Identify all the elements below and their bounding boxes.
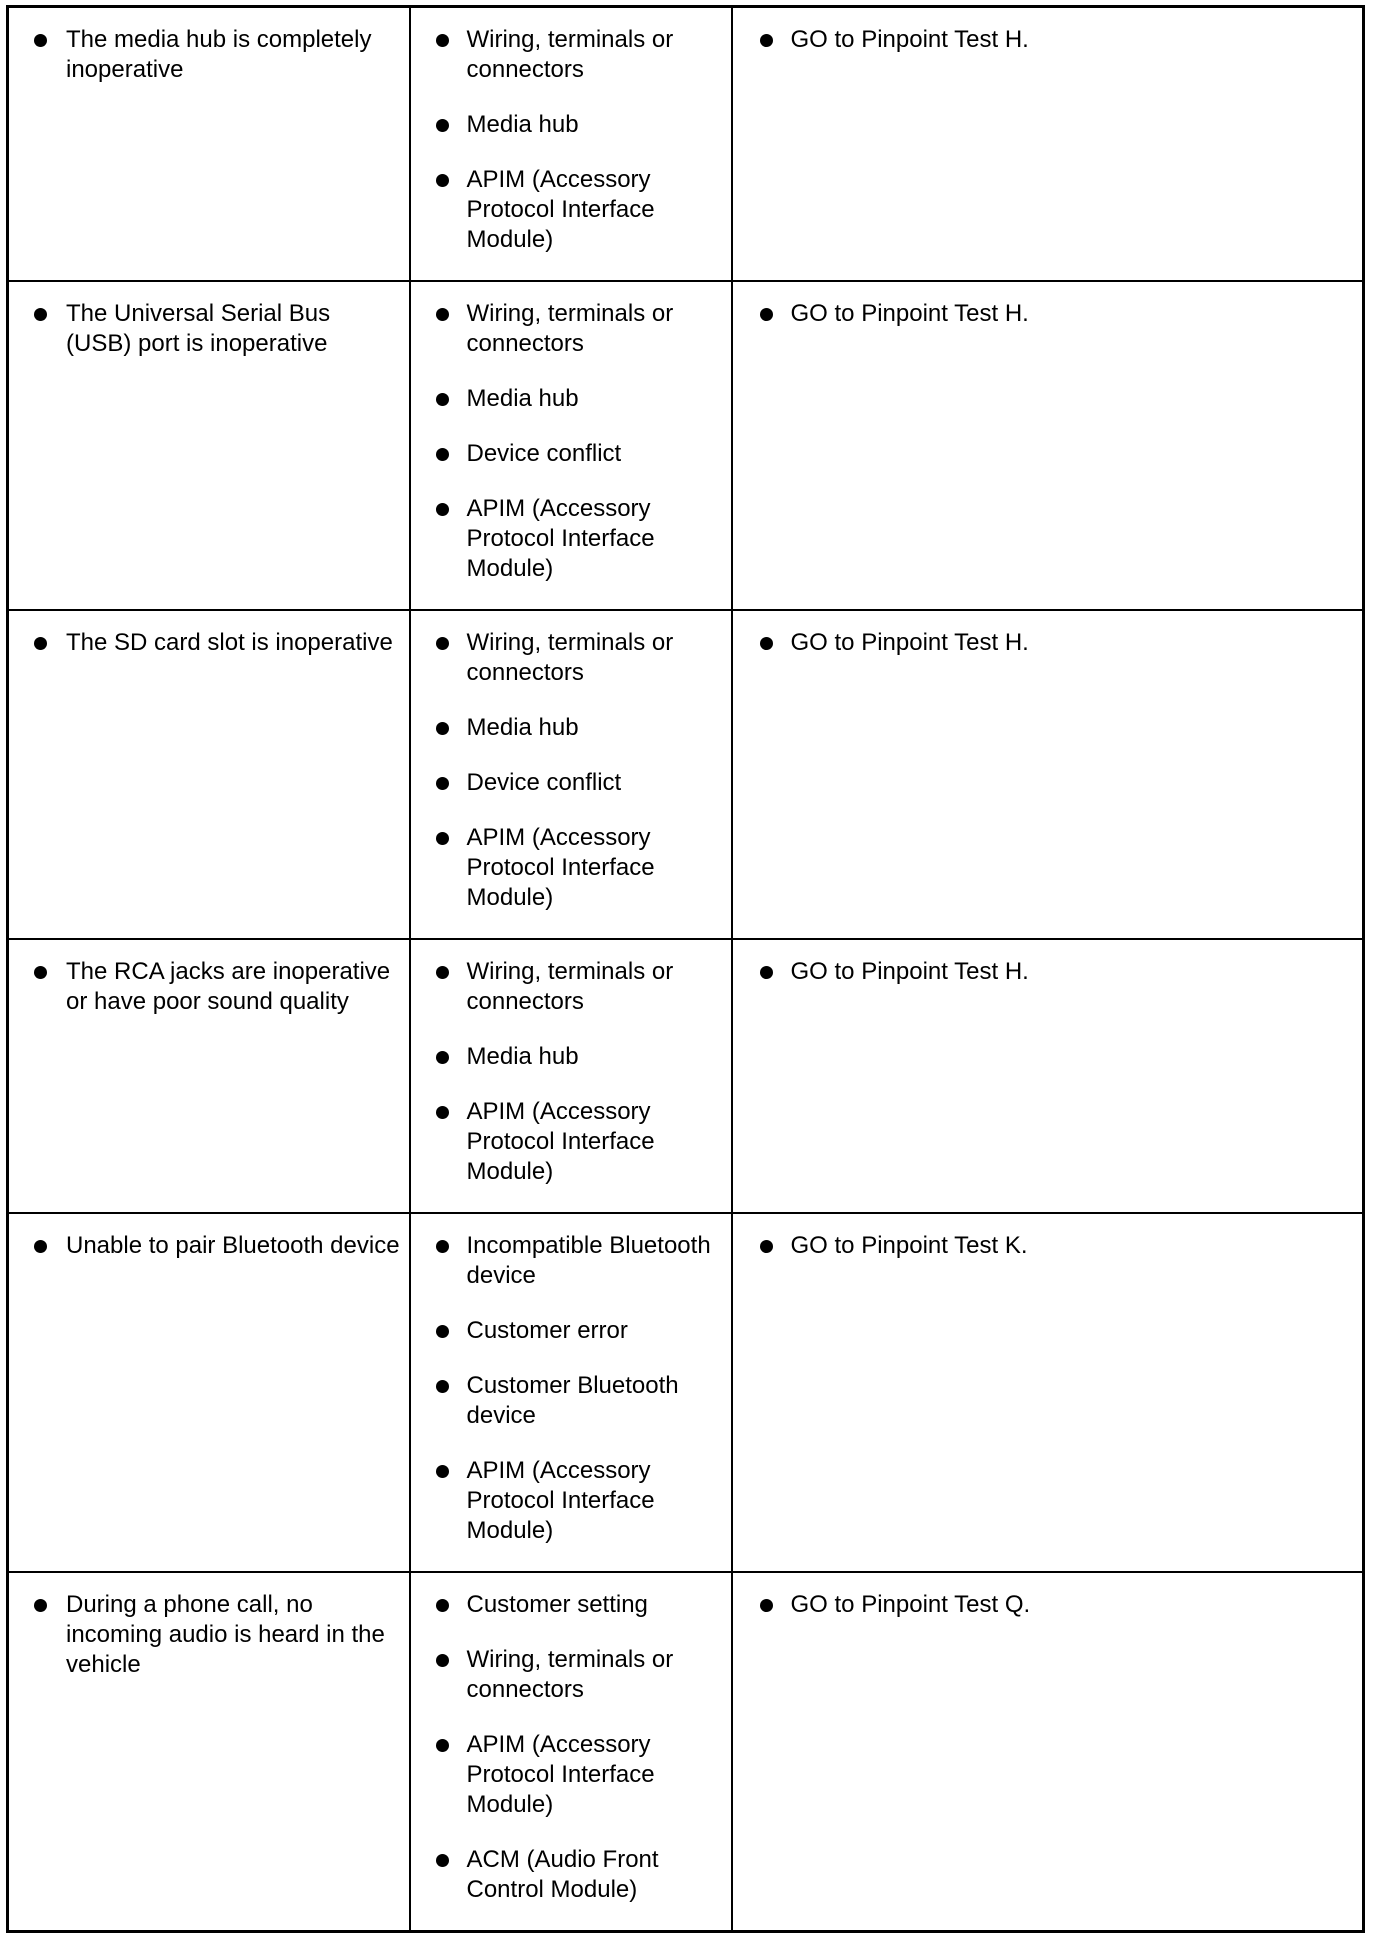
list-item xyxy=(733,25,1363,55)
symptom-cell xyxy=(8,610,410,939)
list-item xyxy=(411,1590,731,1620)
bullet-icon xyxy=(34,1240,47,1253)
possible-source-cell xyxy=(410,1213,732,1572)
list-item-text: Customer Bluetooth device xyxy=(466,1372,679,1429)
possible-source-cell xyxy=(410,281,732,610)
symptom-chart-table xyxy=(6,5,1365,1933)
list-item xyxy=(411,957,731,1017)
list-item-text: Wiring, terminals or connectors xyxy=(466,629,674,686)
bullet-icon xyxy=(436,637,449,650)
list-item-text: GO to Pinpoint Test H. xyxy=(790,629,1029,656)
list-item xyxy=(411,110,731,140)
action-cell-list xyxy=(733,8,1363,55)
table-row xyxy=(8,281,1364,610)
table-row xyxy=(8,939,1364,1213)
symptom-cell xyxy=(8,281,410,610)
bullet-icon xyxy=(436,1325,449,1338)
bullet-icon xyxy=(34,34,47,47)
table-row xyxy=(8,1213,1364,1572)
action-cell xyxy=(732,1572,1364,1932)
list-item-text: Media hub xyxy=(466,714,579,741)
list-item xyxy=(9,628,409,658)
possible-source-cell-list xyxy=(411,611,731,913)
bullet-icon xyxy=(436,966,449,979)
action-cell xyxy=(732,939,1364,1213)
list-item-text: The media hub is completely inoperative xyxy=(66,26,372,83)
bullet-icon xyxy=(436,832,449,845)
list-item xyxy=(411,384,731,414)
list-item xyxy=(411,1371,731,1431)
action-cell xyxy=(732,1213,1364,1572)
bullet-icon xyxy=(436,308,449,321)
list-item xyxy=(411,628,731,688)
list-item-text: The SD card slot is inoperative xyxy=(66,629,393,656)
list-item-text: APIM (Accessory Protocol Interface Module) xyxy=(466,495,655,582)
bullet-icon xyxy=(436,174,449,187)
list-item xyxy=(733,628,1363,658)
possible-source-cell-list xyxy=(411,1214,731,1546)
bullet-icon xyxy=(760,308,773,321)
list-item-text: APIM (Accessory Protocol Interface Module) xyxy=(466,1731,655,1818)
list-item-text: Media hub xyxy=(466,385,579,412)
possible-source-cell-list xyxy=(411,282,731,584)
action-cell xyxy=(732,610,1364,939)
list-item xyxy=(411,823,731,913)
table-row xyxy=(8,1572,1364,1932)
list-item-text: During a phone call, no incoming audio is heard in the vehicle xyxy=(66,1591,385,1678)
list-item-text: Media hub xyxy=(466,111,579,138)
bullet-icon xyxy=(436,448,449,461)
bullet-icon xyxy=(436,1465,449,1478)
list-item-text: Device conflict xyxy=(466,440,622,467)
list-item xyxy=(411,439,731,469)
bullet-icon xyxy=(436,722,449,735)
list-item-text: ACM (Audio Front Control Module) xyxy=(466,1846,659,1903)
bullet-icon xyxy=(436,34,449,47)
action-cell xyxy=(732,7,1364,282)
list-item xyxy=(411,1097,731,1187)
list-item xyxy=(733,299,1363,329)
list-item-text: The Universal Serial Bus (USB) port is inoperative xyxy=(66,300,331,357)
bullet-icon xyxy=(760,1599,773,1612)
symptom-cell xyxy=(8,7,410,282)
list-item-text: APIM (Accessory Protocol Interface Module) xyxy=(466,1098,655,1185)
bullet-icon xyxy=(760,34,773,47)
list-item xyxy=(411,1042,731,1072)
list-item xyxy=(9,1231,409,1261)
list-item-text: GO to Pinpoint Test Q. xyxy=(790,1591,1031,1618)
list-item-text: APIM (Accessory Protocol Interface Module) xyxy=(466,1457,655,1544)
symptom-cell xyxy=(8,939,410,1213)
list-item-text: The RCA jacks are inoperative or have poor sound quality xyxy=(66,958,391,1015)
bullet-icon xyxy=(760,637,773,650)
symptom-cell-list xyxy=(9,940,409,1017)
action-cell xyxy=(732,281,1364,610)
symptom-cell-list xyxy=(9,282,409,359)
list-item-text: Customer error xyxy=(466,1317,628,1344)
list-item-text: GO to Pinpoint Test H. xyxy=(790,26,1029,53)
bullet-icon xyxy=(436,1854,449,1867)
list-item xyxy=(733,1231,1363,1261)
bullet-icon xyxy=(436,1106,449,1119)
possible-source-cell xyxy=(410,1572,732,1932)
bullet-icon xyxy=(34,1599,47,1612)
bullet-icon xyxy=(34,308,47,321)
bullet-icon xyxy=(34,637,47,650)
list-item-text: Customer setting xyxy=(466,1591,648,1618)
symptom-cell xyxy=(8,1572,410,1932)
list-item xyxy=(733,1590,1363,1620)
action-cell-list xyxy=(733,1214,1363,1261)
list-item xyxy=(411,1231,731,1291)
list-item xyxy=(411,1845,731,1905)
list-item-text: GO to Pinpoint Test H. xyxy=(790,300,1029,327)
possible-source-cell xyxy=(410,939,732,1213)
bullet-icon xyxy=(34,966,47,979)
action-cell-list xyxy=(733,282,1363,329)
list-item-text: GO to Pinpoint Test K. xyxy=(790,1232,1028,1259)
list-item xyxy=(9,25,409,85)
list-item-text: Unable to pair Bluetooth device xyxy=(66,1232,400,1259)
list-item-text: APIM (Accessory Protocol Interface Module) xyxy=(466,824,655,911)
possible-source-cell-list xyxy=(411,8,731,255)
action-cell-list xyxy=(733,611,1363,658)
list-item-text: Device conflict xyxy=(466,769,622,796)
list-item-text: GO to Pinpoint Test H. xyxy=(790,958,1029,985)
list-item-text: Incompatible Bluetooth device xyxy=(466,1232,711,1289)
list-item-text: Wiring, terminals or connectors xyxy=(466,26,674,83)
bullet-icon xyxy=(436,1739,449,1752)
symptom-cell-list xyxy=(9,1214,409,1261)
list-item xyxy=(411,768,731,798)
list-item xyxy=(411,25,731,85)
bullet-icon xyxy=(760,1240,773,1253)
action-cell-list xyxy=(733,940,1363,987)
list-item xyxy=(411,1730,731,1820)
list-item xyxy=(411,494,731,584)
list-item xyxy=(411,299,731,359)
list-item xyxy=(411,1645,731,1705)
table-row xyxy=(8,7,1364,282)
list-item xyxy=(411,713,731,743)
bullet-icon xyxy=(436,119,449,132)
bullet-icon xyxy=(436,1240,449,1253)
bullet-icon xyxy=(436,503,449,516)
list-item-text: APIM (Accessory Protocol Interface Module) xyxy=(466,166,655,253)
list-item-text: Wiring, terminals or connectors xyxy=(466,958,674,1015)
action-cell-list xyxy=(733,1573,1363,1620)
list-item-text: Media hub xyxy=(466,1043,579,1070)
symptom-cell-list xyxy=(9,611,409,658)
possible-source-cell xyxy=(410,7,732,282)
bullet-icon xyxy=(436,777,449,790)
bullet-icon xyxy=(436,1051,449,1064)
list-item xyxy=(411,165,731,255)
bullet-icon xyxy=(436,393,449,406)
list-item-text: Wiring, terminals or connectors xyxy=(466,300,674,357)
table-row xyxy=(8,610,1364,939)
symptom-cell-list xyxy=(9,8,409,85)
bullet-icon xyxy=(760,966,773,979)
list-item xyxy=(9,957,409,1017)
list-item xyxy=(9,1590,409,1680)
table-body xyxy=(8,7,1364,1932)
bullet-icon xyxy=(436,1380,449,1393)
symptom-cell xyxy=(8,1213,410,1572)
list-item xyxy=(733,957,1363,987)
bullet-icon xyxy=(436,1599,449,1612)
list-item xyxy=(411,1316,731,1346)
symptom-cell-list xyxy=(9,1573,409,1680)
bullet-icon xyxy=(436,1654,449,1667)
list-item xyxy=(411,1456,731,1546)
possible-source-cell xyxy=(410,610,732,939)
list-item xyxy=(9,299,409,359)
possible-source-cell-list xyxy=(411,940,731,1187)
possible-source-cell-list xyxy=(411,1573,731,1905)
list-item-text: Wiring, terminals or connectors xyxy=(466,1646,674,1703)
